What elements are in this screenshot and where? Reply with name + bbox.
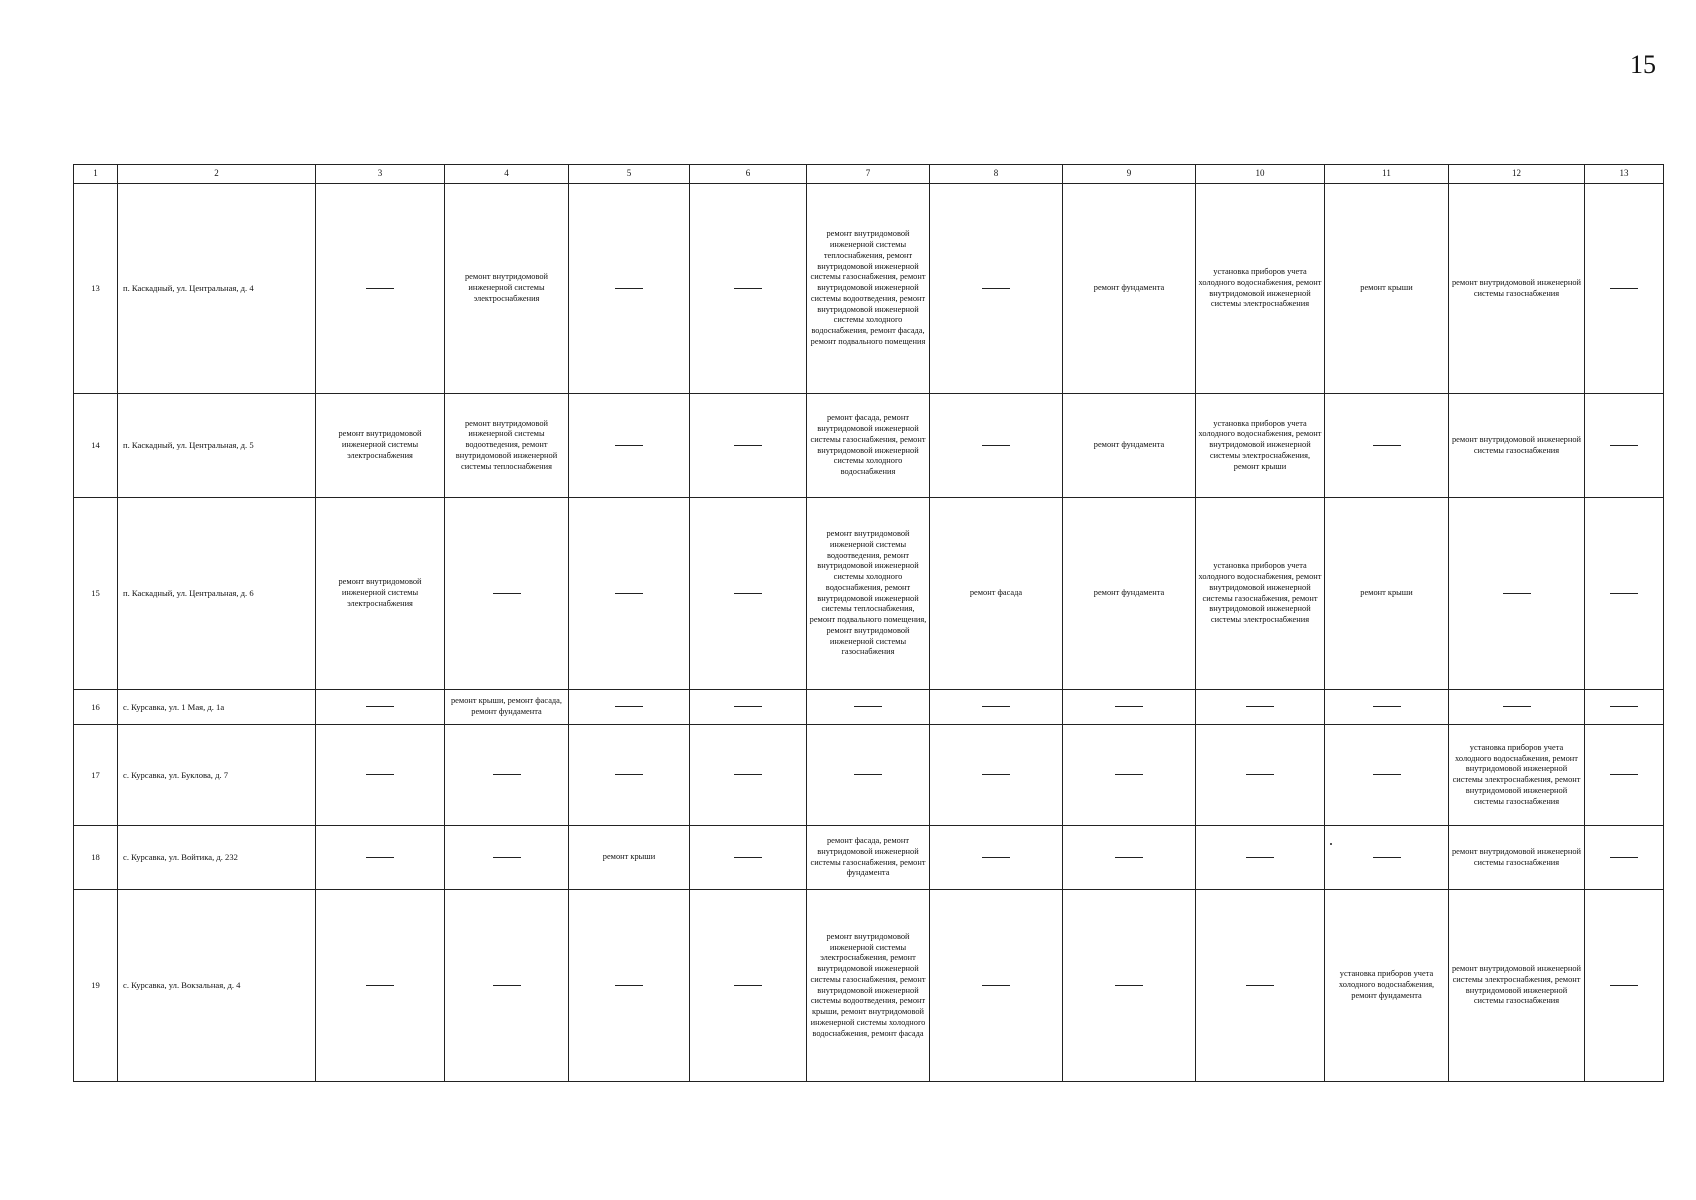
column-header: 7 xyxy=(807,165,930,184)
address-cell: с. Курсавка, ул. Вокзальная, д. 4 xyxy=(118,890,316,1082)
empty-dash xyxy=(1610,445,1638,446)
empty-dash xyxy=(734,288,762,289)
empty-dash xyxy=(1373,857,1401,858)
work-cell: ремонт внутридомовой инженерной системы электроснабжения xyxy=(445,184,569,394)
work-cell xyxy=(930,394,1063,498)
work-cell xyxy=(930,184,1063,394)
work-cell xyxy=(930,826,1063,890)
work-cell xyxy=(1449,690,1585,725)
empty-dash xyxy=(982,445,1010,446)
empty-dash xyxy=(1610,857,1638,858)
column-header: 10 xyxy=(1196,165,1325,184)
column-header: 1 xyxy=(74,165,118,184)
empty-dash xyxy=(615,985,643,986)
work-cell xyxy=(690,690,807,725)
work-cell: ремонт внутридомовой инженерной системы электроснабжения xyxy=(316,394,445,498)
empty-dash xyxy=(734,985,762,986)
work-cell xyxy=(1585,394,1664,498)
work-cell xyxy=(569,725,690,826)
empty-dash xyxy=(1115,706,1143,707)
work-cell xyxy=(1196,725,1325,826)
column-header: 11 xyxy=(1325,165,1449,184)
work-cell xyxy=(690,890,807,1082)
work-cell: ремонт внутридомовой инженерной системы электроснабжения, ремонт внутридомовой инженерной системы газоснабжения xyxy=(1449,890,1585,1082)
row-number-cell: 19 xyxy=(74,890,118,1082)
column-header: 9 xyxy=(1063,165,1196,184)
work-cell: установка приборов учета холодного водоснабжения, ремонт фундамента xyxy=(1325,890,1449,1082)
work-cell xyxy=(930,890,1063,1082)
empty-dash xyxy=(1503,593,1531,594)
work-cell xyxy=(569,184,690,394)
work-cell: ремонт фундамента xyxy=(1063,498,1196,690)
work-cell: ремонт внутридомовой инженерной системы электроснабжения xyxy=(316,498,445,690)
work-cell xyxy=(690,184,807,394)
work-cell: ремонт фасада, ремонт внутридомовой инженерной системы газоснабжения, ремонт фундамента xyxy=(807,826,930,890)
empty-dash xyxy=(982,774,1010,775)
work-cell xyxy=(569,394,690,498)
row-number-cell: 13 xyxy=(74,184,118,394)
address-cell: п. Каскадный, ул. Центральная, д. 6 xyxy=(118,498,316,690)
empty-dash xyxy=(493,857,521,858)
row-number-cell: 15 xyxy=(74,498,118,690)
row-number-cell: 14 xyxy=(74,394,118,498)
work-cell: установка приборов учета холодного водоснабжения, ремонт внутридомовой инженерной системы газоснабжения, ремонт внутридомовой инженерной системы электроснабжения xyxy=(1196,498,1325,690)
work-cell: установка приборов учета холодного водоснабжения, ремонт внутридомовой инженерной системы электроснабжения, ремонт внутридомовой инженерной системы газоснабжения xyxy=(1449,725,1585,826)
table-row xyxy=(74,498,1664,690)
work-cell xyxy=(1196,826,1325,890)
work-cell xyxy=(1325,690,1449,725)
empty-dash xyxy=(734,774,762,775)
work-cell xyxy=(1196,690,1325,725)
empty-dash xyxy=(1373,706,1401,707)
empty-dash xyxy=(734,593,762,594)
work-cell: ремонт внутридомовой инженерной системы электроснабжения, ремонт внутридомовой инженерной системы газоснабжения, ремонт внутридомовой инженерной системы водоотведения, ремонт крыши, ремонт внутридомовой инженерной системы холодного водоснабжения, ремонт фасада xyxy=(807,890,930,1082)
empty-dash xyxy=(1610,706,1638,707)
row-number-cell: 18 xyxy=(74,826,118,890)
column-header: 3 xyxy=(316,165,445,184)
empty-dash xyxy=(1610,288,1638,289)
work-cell xyxy=(1063,725,1196,826)
work-cell xyxy=(316,826,445,890)
work-cell xyxy=(1585,890,1664,1082)
work-cell xyxy=(690,394,807,498)
empty-dash xyxy=(1246,774,1274,775)
empty-dash xyxy=(366,985,394,986)
address-cell: с. Курсавка, ул. Буклова, д. 7 xyxy=(118,725,316,826)
empty-dash xyxy=(1503,706,1531,707)
empty-dash xyxy=(366,706,394,707)
empty-dash xyxy=(615,445,643,446)
work-cell xyxy=(1585,498,1664,690)
address-cell: с. Курсавка, ул. 1 Мая, д. 1а xyxy=(118,690,316,725)
empty-dash xyxy=(366,774,394,775)
work-cell: ремонт фасада xyxy=(930,498,1063,690)
empty-dash xyxy=(982,857,1010,858)
column-number-header-row xyxy=(74,165,1664,184)
column-header: 8 xyxy=(930,165,1063,184)
work-cell: ремонт внутридомовой инженерной системы теплоснабжения, ремонт внутридомовой инженерной системы газоснабжения, ремонт внутридомовой инженерной системы водоотведения, ремонт внутридомовой инженерной системы холодного водоснабжения, ремонт фасада, ремонт подвального помещения xyxy=(807,184,930,394)
work-cell: ремонт внутридомовой инженерной системы водоотведения, ремонт внутридомовой инженерной системы теплоснабжения xyxy=(445,394,569,498)
empty-dash xyxy=(493,774,521,775)
empty-dash xyxy=(1610,774,1638,775)
work-cell xyxy=(930,690,1063,725)
empty-dash xyxy=(366,857,394,858)
work-cell xyxy=(807,690,930,725)
work-cell: ремонт фасада, ремонт внутридомовой инженерной системы газоснабжения, ремонт внутридомовой инженерной системы холодного водоснабжения xyxy=(807,394,930,498)
work-cell: ремонт внутридомовой инженерной системы водоотведения, ремонт внутридомовой инженерной системы холодного водоснабжения, ремонт внутридомовой инженерной системы теплоснабжения, ремонт подвального помещения, ремонт внутридомовой инженерной системы газоснабжения xyxy=(807,498,930,690)
work-cell: ремонт внутридомовой инженерной системы газоснабжения xyxy=(1449,826,1585,890)
empty-dash xyxy=(734,857,762,858)
repair-schedule-table xyxy=(73,164,1664,1082)
work-cell xyxy=(1449,498,1585,690)
page-number: 15 xyxy=(1630,50,1656,79)
table-body xyxy=(74,184,1664,1082)
work-cell: ремонт фундамента xyxy=(1063,184,1196,394)
empty-dash xyxy=(1246,857,1274,858)
empty-dash xyxy=(1246,985,1274,986)
work-cell xyxy=(445,498,569,690)
work-cell: ремонт внутридомовой инженерной системы газоснабжения xyxy=(1449,394,1585,498)
work-cell xyxy=(1585,826,1664,890)
work-cell: ремонт крыши xyxy=(1325,498,1449,690)
empty-dash xyxy=(1373,774,1401,775)
work-cell xyxy=(1063,890,1196,1082)
empty-dash xyxy=(493,593,521,594)
empty-dash xyxy=(1373,445,1401,446)
scan-speck xyxy=(1330,843,1332,845)
table-row xyxy=(74,690,1664,725)
empty-dash xyxy=(366,288,394,289)
empty-dash xyxy=(734,706,762,707)
work-cell xyxy=(1196,890,1325,1082)
column-header: 12 xyxy=(1449,165,1585,184)
empty-dash xyxy=(1610,593,1638,594)
address-cell: п. Каскадный, ул. Центральная, д. 5 xyxy=(118,394,316,498)
empty-dash xyxy=(982,706,1010,707)
work-cell xyxy=(1585,690,1664,725)
address-cell: п. Каскадный, ул. Центральная, д. 4 xyxy=(118,184,316,394)
empty-dash xyxy=(1115,857,1143,858)
work-cell: ремонт крыши xyxy=(569,826,690,890)
work-cell: ремонт фундамента xyxy=(1063,394,1196,498)
work-cell xyxy=(569,890,690,1082)
empty-dash xyxy=(493,985,521,986)
empty-dash xyxy=(854,774,882,775)
empty-dash xyxy=(1246,706,1274,707)
work-cell xyxy=(690,826,807,890)
empty-dash xyxy=(615,706,643,707)
work-cell xyxy=(569,690,690,725)
work-cell xyxy=(316,184,445,394)
column-header: 5 xyxy=(569,165,690,184)
empty-dash xyxy=(854,706,882,707)
address-cell: с. Курсавка, ул. Войтика, д. 232 xyxy=(118,826,316,890)
empty-dash xyxy=(1610,985,1638,986)
empty-dash xyxy=(1115,774,1143,775)
empty-dash xyxy=(615,593,643,594)
column-header: 13 xyxy=(1585,165,1664,184)
empty-dash xyxy=(1115,985,1143,986)
work-cell xyxy=(445,826,569,890)
work-cell xyxy=(1063,826,1196,890)
row-number-cell: 17 xyxy=(74,725,118,826)
work-cell xyxy=(445,725,569,826)
work-cell xyxy=(1585,184,1664,394)
work-cell: ремонт крыши, ремонт фасада, ремонт фундамента xyxy=(445,690,569,725)
table-row xyxy=(74,725,1664,826)
work-cell xyxy=(690,498,807,690)
work-cell xyxy=(1325,826,1449,890)
table-row xyxy=(74,826,1664,890)
work-cell xyxy=(1585,725,1664,826)
column-header: 4 xyxy=(445,165,569,184)
table-row xyxy=(74,394,1664,498)
work-cell xyxy=(569,498,690,690)
work-cell xyxy=(445,890,569,1082)
empty-dash xyxy=(615,288,643,289)
work-cell xyxy=(1325,394,1449,498)
empty-dash xyxy=(982,985,1010,986)
work-cell xyxy=(316,690,445,725)
work-cell xyxy=(1325,725,1449,826)
row-number-cell: 16 xyxy=(74,690,118,725)
empty-dash xyxy=(982,288,1010,289)
work-cell: установка приборов учета холодного водоснабжения, ремонт внутридомовой инженерной системы электроснабжения xyxy=(1196,184,1325,394)
empty-dash xyxy=(734,445,762,446)
work-cell: установка приборов учета холодного водоснабжения, ремонт внутридомовой инженерной системы электроснабжения, ремонт крыши xyxy=(1196,394,1325,498)
work-cell xyxy=(316,890,445,1082)
column-header: 6 xyxy=(690,165,807,184)
table-row xyxy=(74,184,1664,394)
work-cell xyxy=(930,725,1063,826)
empty-dash xyxy=(615,774,643,775)
table-row xyxy=(74,890,1664,1082)
work-cell: ремонт крыши xyxy=(1325,184,1449,394)
work-cell xyxy=(1063,690,1196,725)
column-header: 2 xyxy=(118,165,316,184)
work-cell xyxy=(807,725,930,826)
work-cell: ремонт внутридомовой инженерной системы газоснабжения xyxy=(1449,184,1585,394)
work-cell xyxy=(316,725,445,826)
work-cell xyxy=(690,725,807,826)
